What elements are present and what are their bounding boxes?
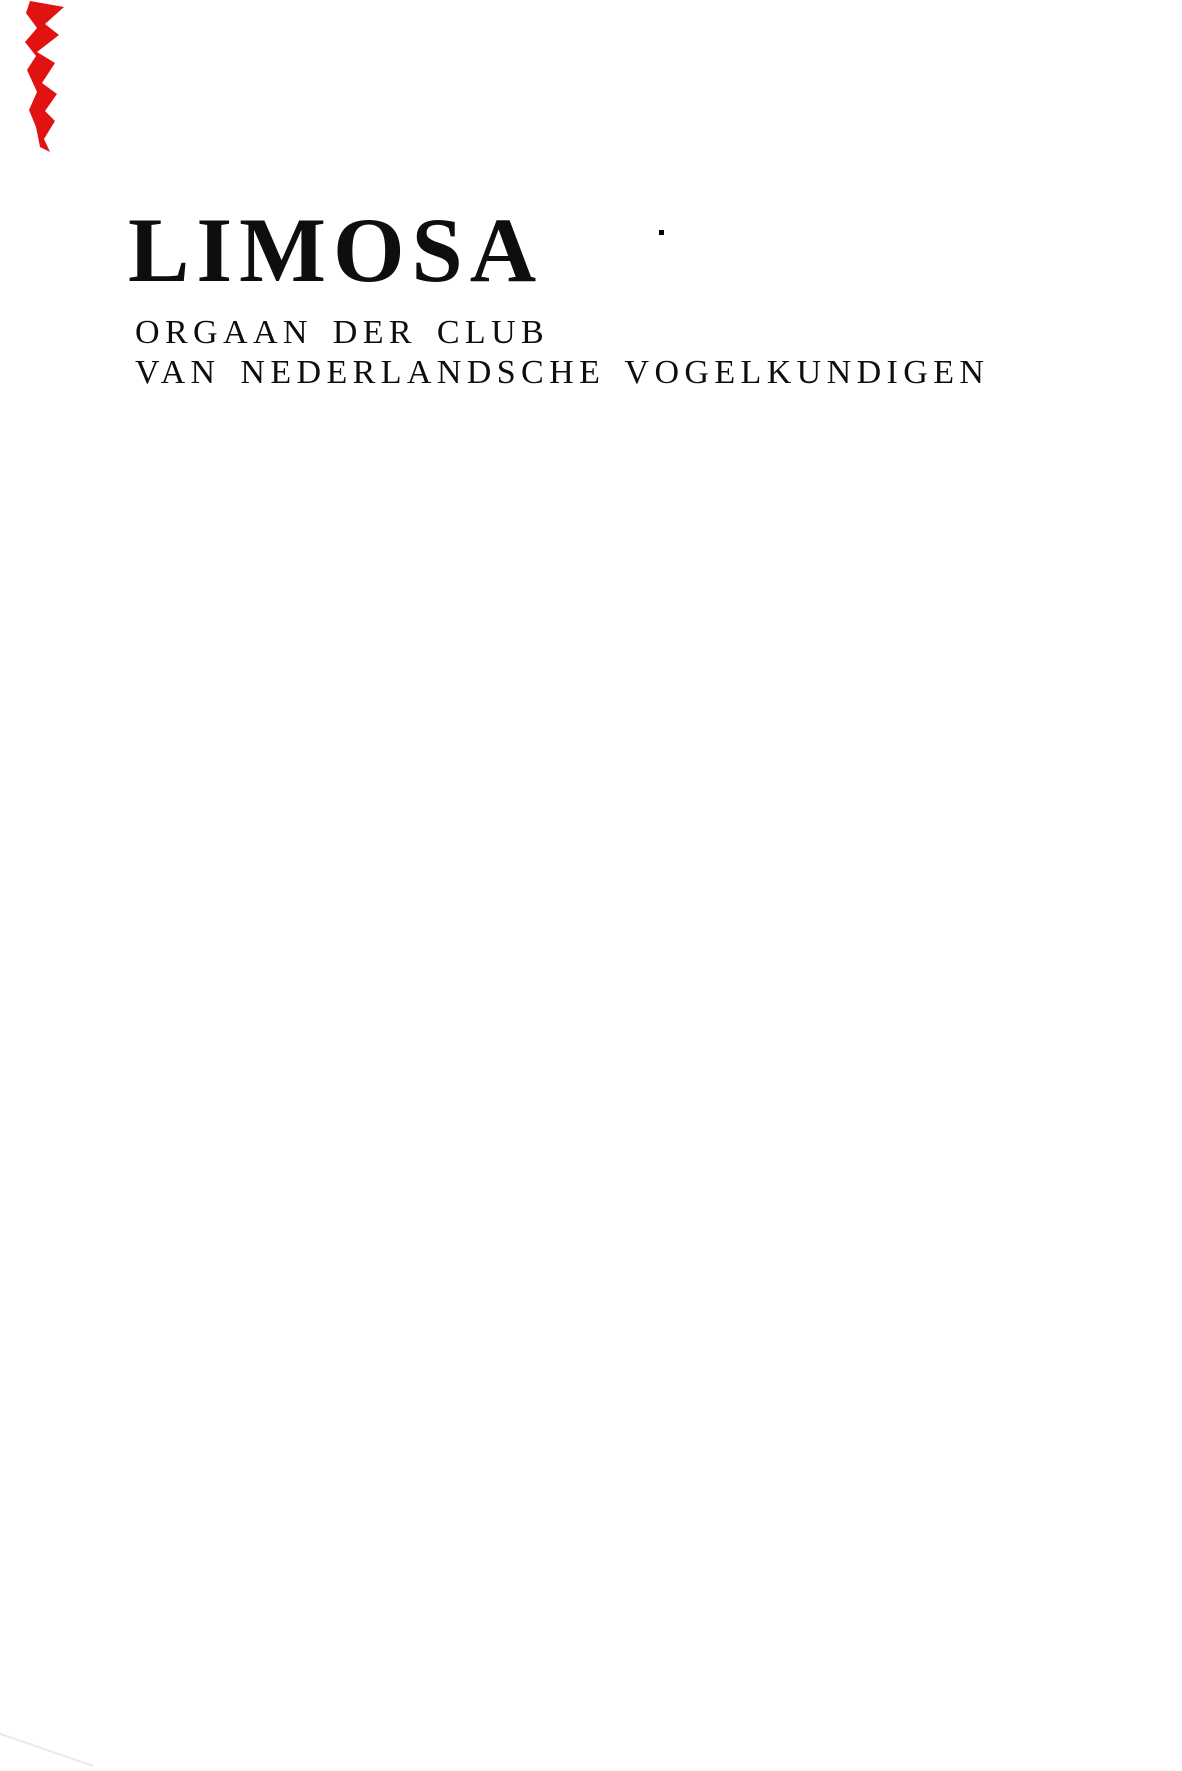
red-ink-mark-shape bbox=[25, 1, 64, 152]
journal-title: LIMOSA bbox=[128, 199, 544, 301]
red-ink-mark bbox=[0, 0, 80, 160]
journal-subtitle bbox=[135, 313, 989, 393]
corner-scan-artifact-line bbox=[0, 1731, 93, 1767]
journal-subtitle-line-1: ORGAAN DER CLUB bbox=[135, 314, 550, 351]
journal-subtitle-line-2: VAN NEDERLANDSCHE VOGELKUNDIGEN bbox=[135, 354, 990, 391]
stray-ink-dot bbox=[659, 230, 664, 235]
